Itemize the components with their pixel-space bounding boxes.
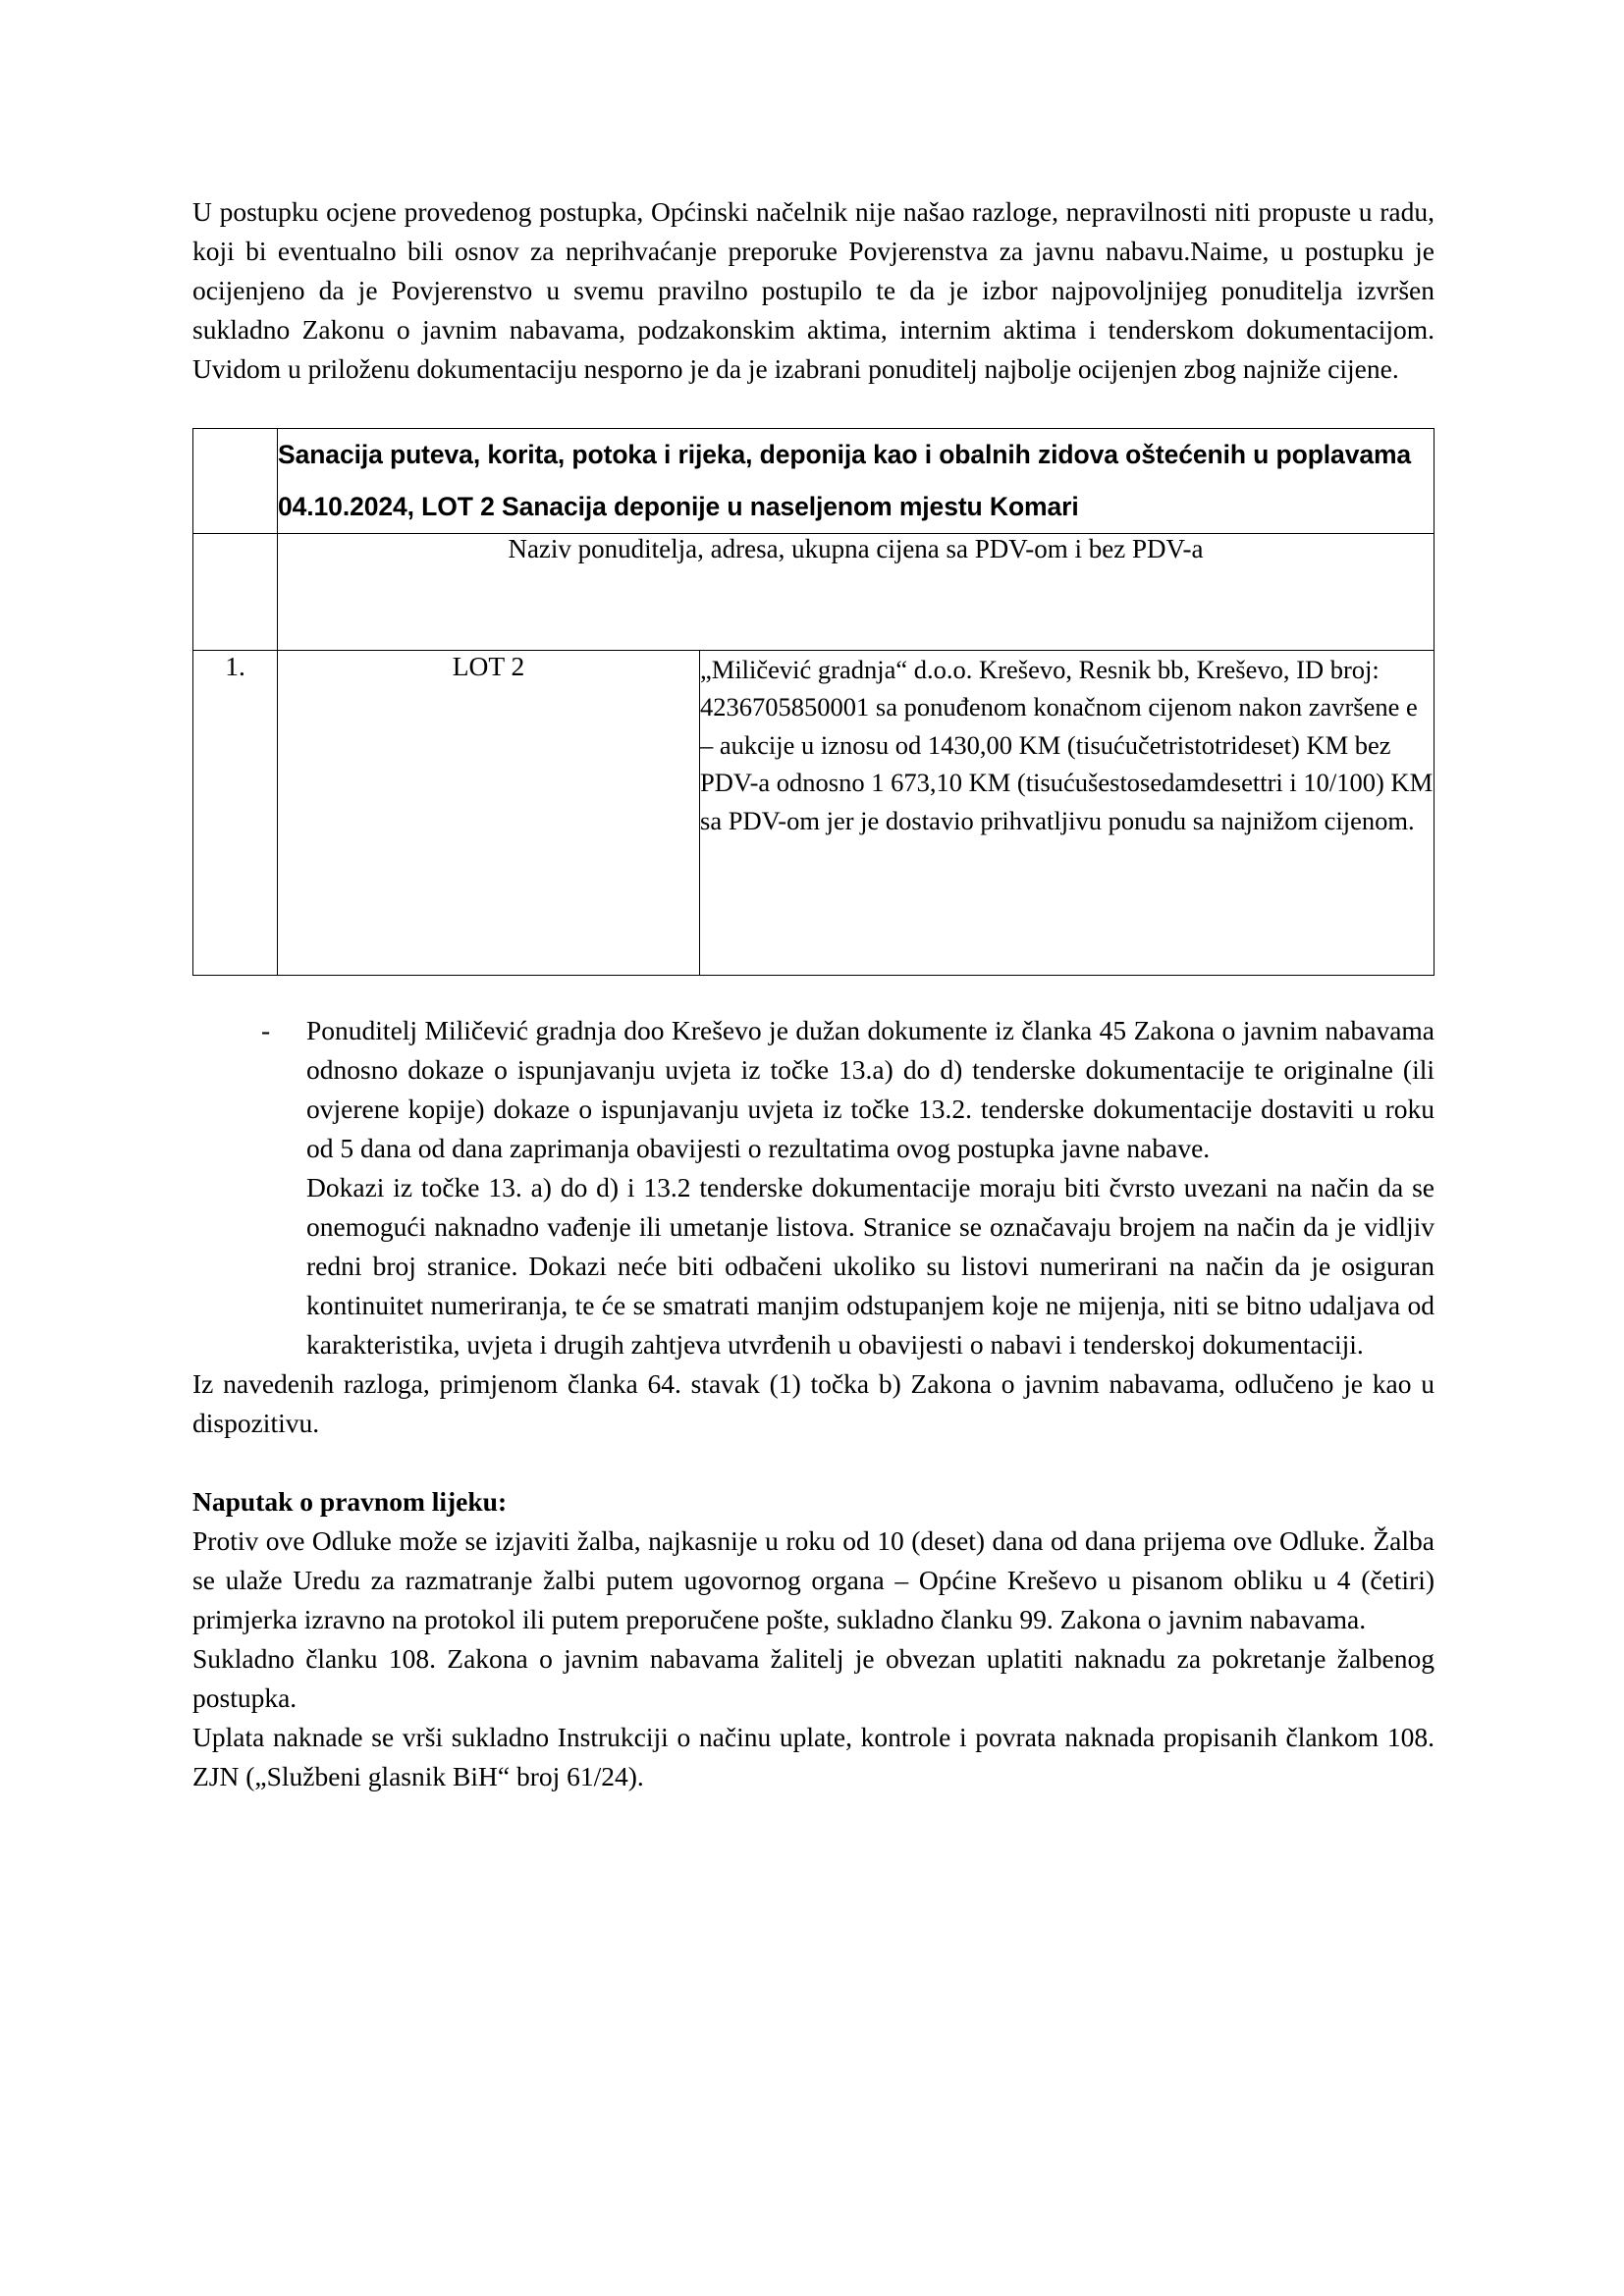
intro-paragraph: U postupku ocjene provedenog postupka, Općinski načelnik nije našao razloge, nepravilnosti niti propuste u radu, koji bi eventualno bili osnov za neprihvaćanje preporuke Povjerenstva za javnu nabavu.Naime, u postupku je ocijenjeno da je Povjerenstvo u svemu pravilno postupilo te da je izbor najpovoljnijeg ponuditelja izvršen sukladno Zakonu o javnim nabavama, podzakonskim aktima, internim aktima i tenderskom dokumentacijom. Uvidom u priloženu dokumentaciju nesporno je da je izabrani ponuditelj najbolje ocijenjen zbog najniže cijene. — [192, 196, 1435, 384]
legal-remedy-paragraph-2: Sukladno članku 108. Zakona o javnim nabavama žalitelj je obvezan uplatiti naknadu za pokretanje žalbenog postupka. — [192, 1643, 1435, 1713]
closing-paragraph: Iz navedenih razloga, primjenom članka 64. stavak (1) točka b) Zakona o javnim nabavama, odlučeno je kao u dispozitivu. — [192, 1368, 1435, 1438]
table-title-cell: Sanacija puteva, korita, potoka i rijeka, deponija kao i obalnih zidova oštećenih u poplavama 04.10.2024, LOT 2 Sanacija deponije u naseljenom mjestu Komari — [278, 429, 1435, 534]
legal-remedy-paragraph-1: Protiv ove Odluke može se izjaviti žalba, najkasnije u roku od 10 (deset) dana od dana prijema ove Odluke. Žalba se ulaže Uredu za razmatranje žalbi putem ugovornog organa – Općine Kreševo u pisanom obliku u 4 (četiri) primjerka izravno na protokol ili putem preporučene pošte, sukladno članku 99. Zakona o javnim nabavama. — [192, 1525, 1435, 1634]
bullet-marker: - — [261, 1015, 271, 1045]
legal-remedy-paragraph-3: Uplata naknade se vrši sukladno Instrukciji o načinu uplate, kontrole i povrata naknada propisanih člankom 108. ZJN („Službeni glasnik BiH“ broj 61/24). — [192, 1722, 1435, 1791]
legal-remedy-heading: Naputak o pravnom lijeku: — [192, 1486, 508, 1517]
table-subheader-cell: Naziv ponuditelja, adresa, ukupna cijena sa PDV-om i bez PDV-a — [278, 534, 1435, 651]
title-row-number-cell — [193, 429, 278, 534]
table-row — [193, 651, 1435, 976]
row-number-cell: 1. — [193, 651, 278, 976]
table-row-subheader — [193, 534, 1435, 651]
row-description-cell: „Miličević gradnja“ d.o.o. Kreševo, Resnik bb, Kreševo, ID broj: 4236705850001 sa ponuđenom konačnom cijenom nakon završene e – aukcije u iznosu od 1430,00 KM (tisućučetristotrideset) KM bez PDV-a odnosno 1 673,10 KM (tisućušestosedamdesettri i 10/100) KM sa PDV-om jer je dostavio prihvatljivu ponudu sa najnižom cijenom. — [700, 651, 1435, 976]
bid-results-table — [192, 428, 1435, 976]
bullet-text-body — [306, 1011, 1435, 1364]
bullet-paragraph-1: Ponuditelj Miličević gradnja doo Kreševo je dužan dokumente iz članka 45 Zakona o javnim nabavama odnosno dokaze o ispunjavanju uvjeta iz točke 13.a) do d) tenderske dokumentacije te originalne (ili ovjerene kopije) dokaze o ispunjavanju uvjeta iz točke 13.2. tenderske dokumentacije dostaviti u roku od 5 dana od dana zaprimanja obavijesti o rezultatima ovog postupka javne nabave. — [306, 1015, 1435, 1163]
document-content — [192, 192, 1435, 1796]
row-lot-cell: LOT 2 — [278, 651, 700, 976]
bullet-paragraph-2: Dokazi iz točke 13. a) do d) i 13.2 tenderske dokumentacije moraju biti čvrsto uvezani na način da se onemogući naknadno vađenje ili umetanje listova. Stranice se označavaju brojem na način da je vidljiv redni broj stranice. Dokazi neće biti odbačeni ukoliko su listovi numerirani na način da je osiguran kontinuitet numeriranja, te će se smatrati manjim odstupanjem koje ne mijenja, niti se bitno udaljava od karakteristika, uvjeta i drugih zahtjeva utvrđenih u obavijesti o nabavi i tenderskoj dokumentaciji. — [306, 1172, 1435, 1360]
subheader-row-number-cell — [193, 534, 278, 651]
obligations-bullet-block — [192, 1011, 1435, 1364]
table-row-title — [193, 429, 1435, 534]
legal-remedy-body — [192, 1522, 1435, 1796]
